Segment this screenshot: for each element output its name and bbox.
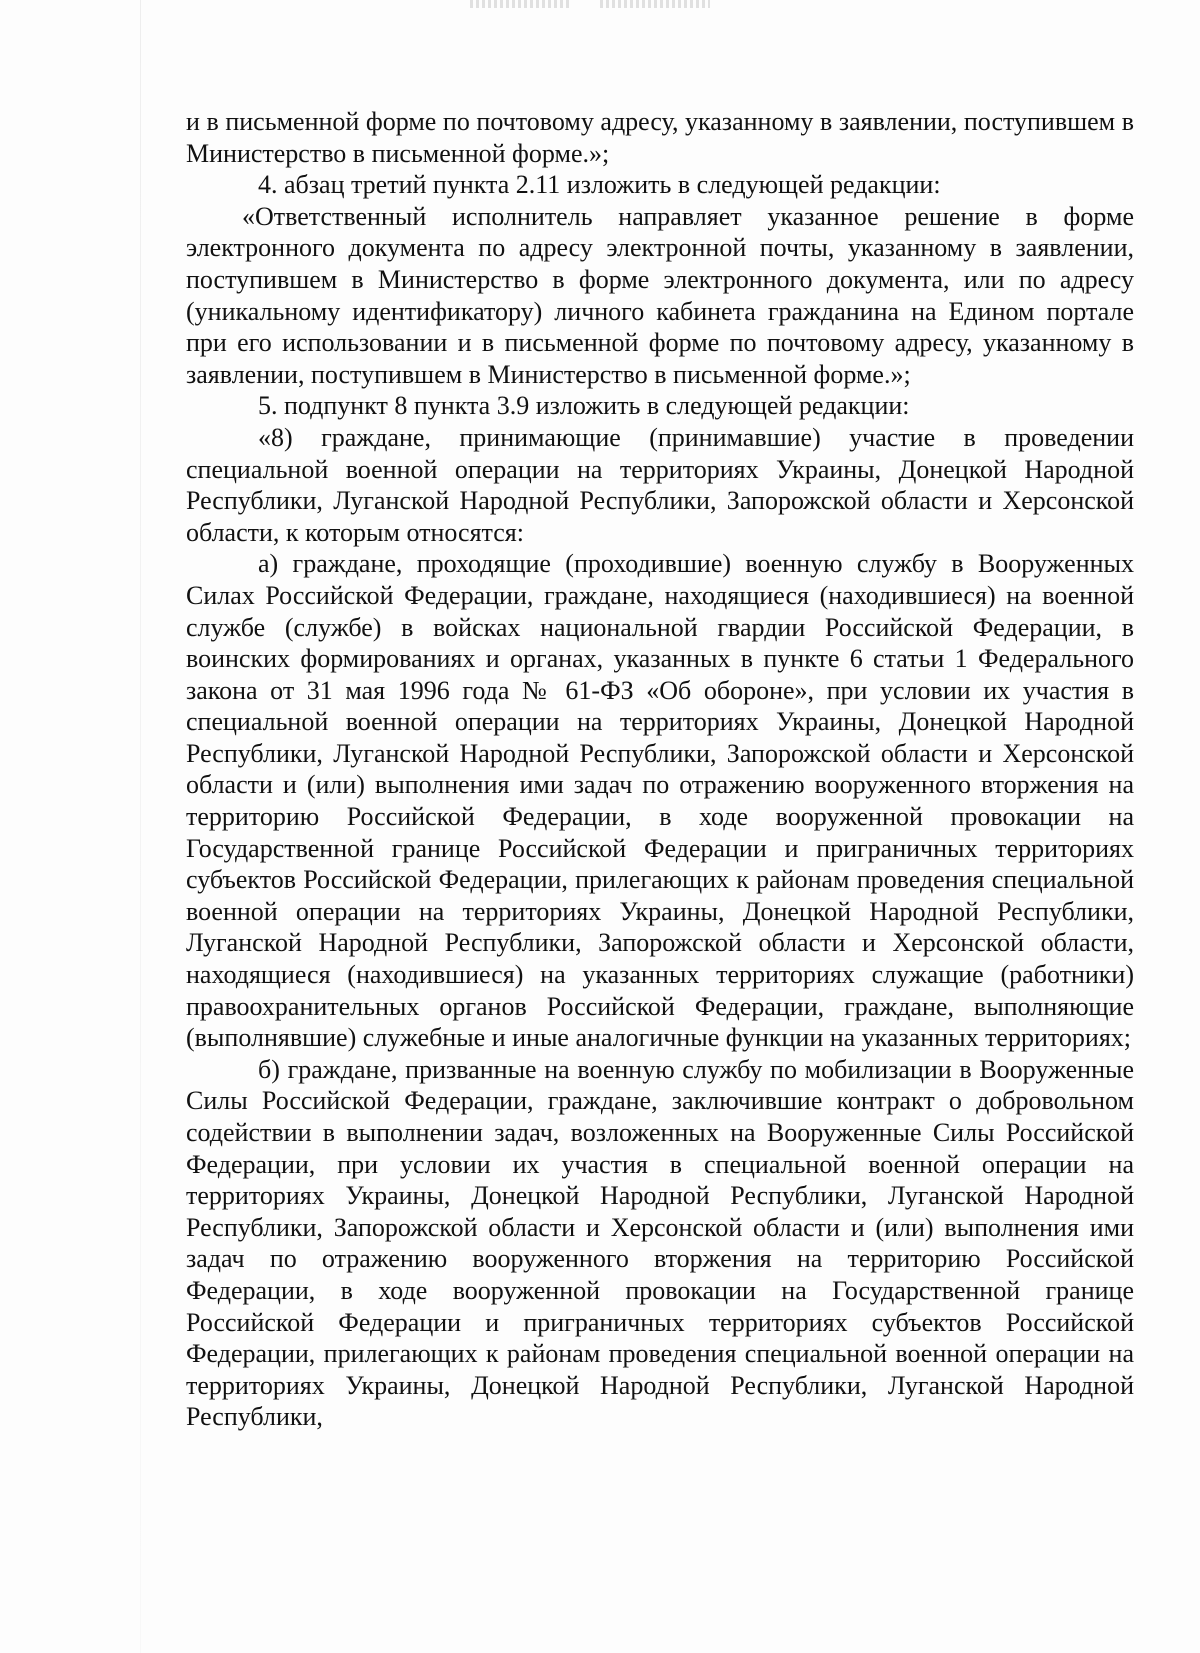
paragraph-continuation: и в письменной форме по почтовому адресу, указанному в заявлении, поступившем в Министерство в письменной форме.»; (186, 107, 1134, 168)
paragraph-subitem-b: б) граждане, призванные на военную службу по мобилизации в Вооруженные Силы Российской Федерации, граждане, заключившие контракт о добровольном содействии в выполнении задач, возложенных на Вооруженные Силы Российской Федерации, при условии их участия в специальной военной операции на территориях Украины, Донецкой Народной Республики, Луганской Народной Республики, Запорожской области и Херсонской области и (или) выполнения ими задач по отражению вооруженного вторжения на территорию Российской Федерации, в ходе вооруженной провокации на Государственной границе Российской Федерации и приграничных территориях субъектов Российской Федерации, прилегающих к районам проведения специальной военной операции на территориях Украины, Донецкой Народной Республики, Луганской Народной Республики, (186, 1054, 1134, 1432)
paragraph-subitem-a: а) граждане, проходящие (проходившие) военную службу в Вооруженных Силах Российской Федерации, граждане, находящиеся (находившиеся) на военной службе (службе) в войсках национальной гвардии Российской Федерации, в воинских формированиях и органах, указанных в пункте 6 статьи 1 Федерального закона от 31 мая 1996 года № 61-ФЗ «Об обороне», при условии их участия в специальной военной операции на территориях Украины, Донецкой Народной Республики, Луганской Народной Республики, Запорожской области и Херсонской области и (или) выполнения ими задач по отражению вооруженного вторжения на территорию Российской Федерации, в ходе вооруженной провокации на Государственной границе Российской Федерации и приграничных территориях субъектов Российской Федерации, прилегающих к районам проведения специальной военной операции на территориях Украины, Донецкой Народной Республики, Луганской Народной Республики, Запорожской области и Херсонской области, находящиеся (находившиеся) на указанных территориях служащие (работники) правоохранительных органов Российской Федерации, граждане, выполняющие (выполнявшие) служебные и иные аналогичные функции на указанных территориях; (186, 549, 1134, 1053)
document-body (186, 106, 1134, 1433)
scan-edge-shadow (140, 0, 141, 1653)
paragraph-item-5: 5. подпункт 8 пункта 3.9 изложить в следующей редакции: (258, 391, 910, 421)
paragraph-item-4: 4. абзац третий пункта 2.11 изложить в следующей редакции: (258, 170, 941, 200)
paragraph-subitem-8: «8) граждане, принимающие (принимавшие) участие в проведении специальной военной операции на территориях Украины, Донецкой Народной Республики, Луганской Народной Республики, Запорожской области и Херсонской области, к которым относятся: (186, 422, 1134, 547)
scan-artifact (470, 0, 570, 8)
paragraph-quote-2-11: «Ответственный исполнитель направляет указанное решение в форме электронного документа по адресу электронной почты, указанному в заявлении, поступившем в Министерство в форме электронного документа, или по адресу (уникальному идентификатору) личного кабинета гражданина на Едином портале при его использовании и в письменной форме по почтовому адресу, указанному в заявлении, поступившем в Министерство в письменной форме.»; (186, 201, 1134, 389)
scan-artifact (600, 0, 710, 8)
